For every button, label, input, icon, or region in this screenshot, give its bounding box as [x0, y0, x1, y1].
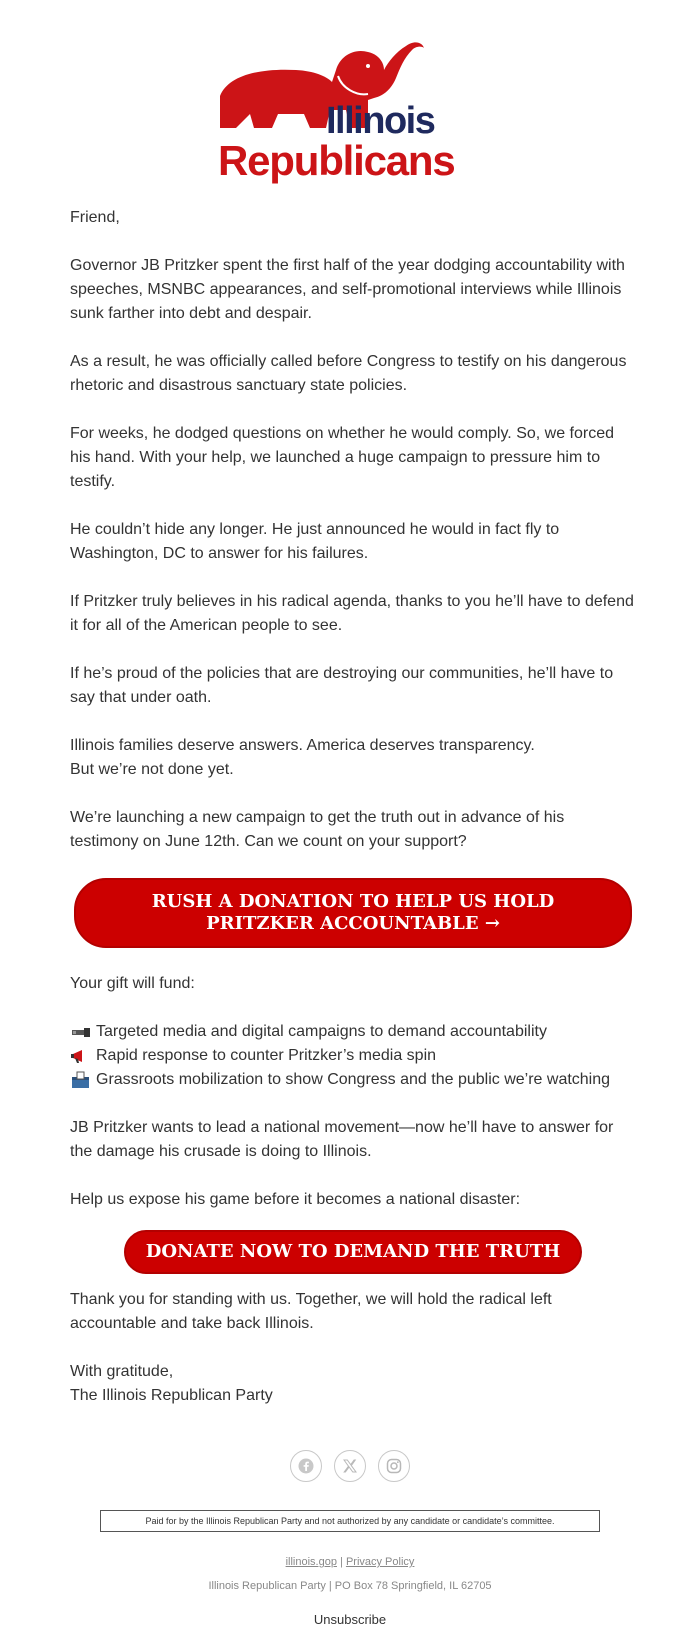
list-item: [70, 1020, 636, 1044]
families-line-1: Illinois families deserve answers. America deserves transparency.: [70, 737, 535, 754]
signoff: [70, 1360, 636, 1408]
families-paragraph: [70, 734, 636, 782]
facebook-link[interactable]: [290, 1450, 322, 1482]
site-link[interactable]: illinois.gop: [285, 1556, 337, 1568]
paragraph: If he’s proud of the policies that are destroying our communities, he’ll have to say that under oath.: [70, 665, 614, 706]
paragraph: As a result, he was officially called before Congress to testify on his dangerous rhetoric and disastrous sanctuary state policies.: [70, 353, 627, 394]
illinois-republicans-logo: [218, 36, 480, 186]
movement-paragraph: JB Pritzker wants to lead a national movement—now he’ll have to answer for the damage his crusade is doing to Illinois.: [70, 1119, 614, 1160]
gift-intro: Your gift will fund:: [70, 975, 195, 992]
paragraph: Governor JB Pritzker spent the first half of the year dodging accountability with speeches, MSNBC appearances, and self-promotional interviews while Illinois sunk farther into debt and despair.: [70, 257, 625, 322]
social-links: [0, 1450, 700, 1482]
secondary-cta-wrap: [70, 1230, 636, 1274]
instagram-icon: [386, 1458, 402, 1474]
logo-text-republicans: Republicans: [218, 137, 455, 184]
families-line-2: But we’re not done yet.: [70, 761, 234, 778]
fund-item-text: Rapid response to counter Pritzker’s media spin: [96, 1047, 437, 1064]
primary-cta-wrap: [70, 878, 636, 948]
ballot-box-icon: [70, 1071, 92, 1089]
footer-separator: |: [336, 1556, 346, 1568]
rush-donation-button[interactable]: RUSH A DONATION TO HELP US HOLD PRITZKER ACCOUNTABLE →: [74, 878, 632, 948]
footer-links: [0, 1556, 700, 1568]
logo-text-illinois: Illinois: [326, 100, 435, 142]
footer-address: Illinois Republican Party | PO Box 78 Springfield, IL 62705: [208, 1580, 492, 1592]
paid-for-disclaimer: Paid for by the Illinois Republican Party and not authorized by any candidate or candidate’s committee.: [100, 1510, 600, 1532]
signoff-line-2: The Illinois Republican Party: [70, 1387, 273, 1404]
thanks-paragraph: Thank you for standing with us. Together, we will hold the radical left accountable and take back Illinois.: [70, 1291, 552, 1332]
campaign-paragraph: We’re launching a new campaign to get the truth out in advance of his testimony on June 12th. Can we count on your support?: [70, 809, 565, 850]
list-item: [70, 1068, 636, 1092]
privacy-policy-link[interactable]: Privacy Policy: [345, 1556, 415, 1568]
fund-list: [70, 1020, 636, 1092]
email-body: [70, 206, 636, 1432]
unsubscribe-link[interactable]: Unsubscribe: [313, 1612, 387, 1627]
donate-now-button[interactable]: DONATE NOW TO DEMAND THE TRUTH: [124, 1230, 582, 1274]
signoff-line-1: With gratitude,: [70, 1363, 174, 1380]
megaphone-icon: [70, 1047, 92, 1065]
expose-paragraph: Help us expose his game before it becomes a national disaster:: [70, 1191, 521, 1208]
paragraph: He couldn’t hide any longer. He just announced he would in fact fly to Washington, DC to answer for his failures.: [70, 521, 560, 562]
paragraph: If Pritzker truly believes in his radical agenda, thanks to you he’ll have to defend it for all of the American people to see.: [70, 593, 634, 634]
instagram-link[interactable]: [378, 1450, 410, 1482]
fund-item-text: Grassroots mobilization to show Congress and the public we’re watching: [96, 1071, 611, 1088]
flashlight-icon: [70, 1023, 92, 1041]
greeting: Friend,: [70, 209, 120, 226]
paragraph: For weeks, he dodged questions on whether he would comply. So, we forced his hand. With your help, we launched a huge campaign to pressure him to testify.: [70, 425, 615, 490]
fund-item-text: Targeted media and digital campaigns to demand accountability: [96, 1023, 547, 1040]
list-item: [70, 1044, 636, 1068]
x-link[interactable]: [334, 1450, 366, 1482]
facebook-icon: [298, 1458, 314, 1474]
x-icon: [342, 1458, 358, 1474]
